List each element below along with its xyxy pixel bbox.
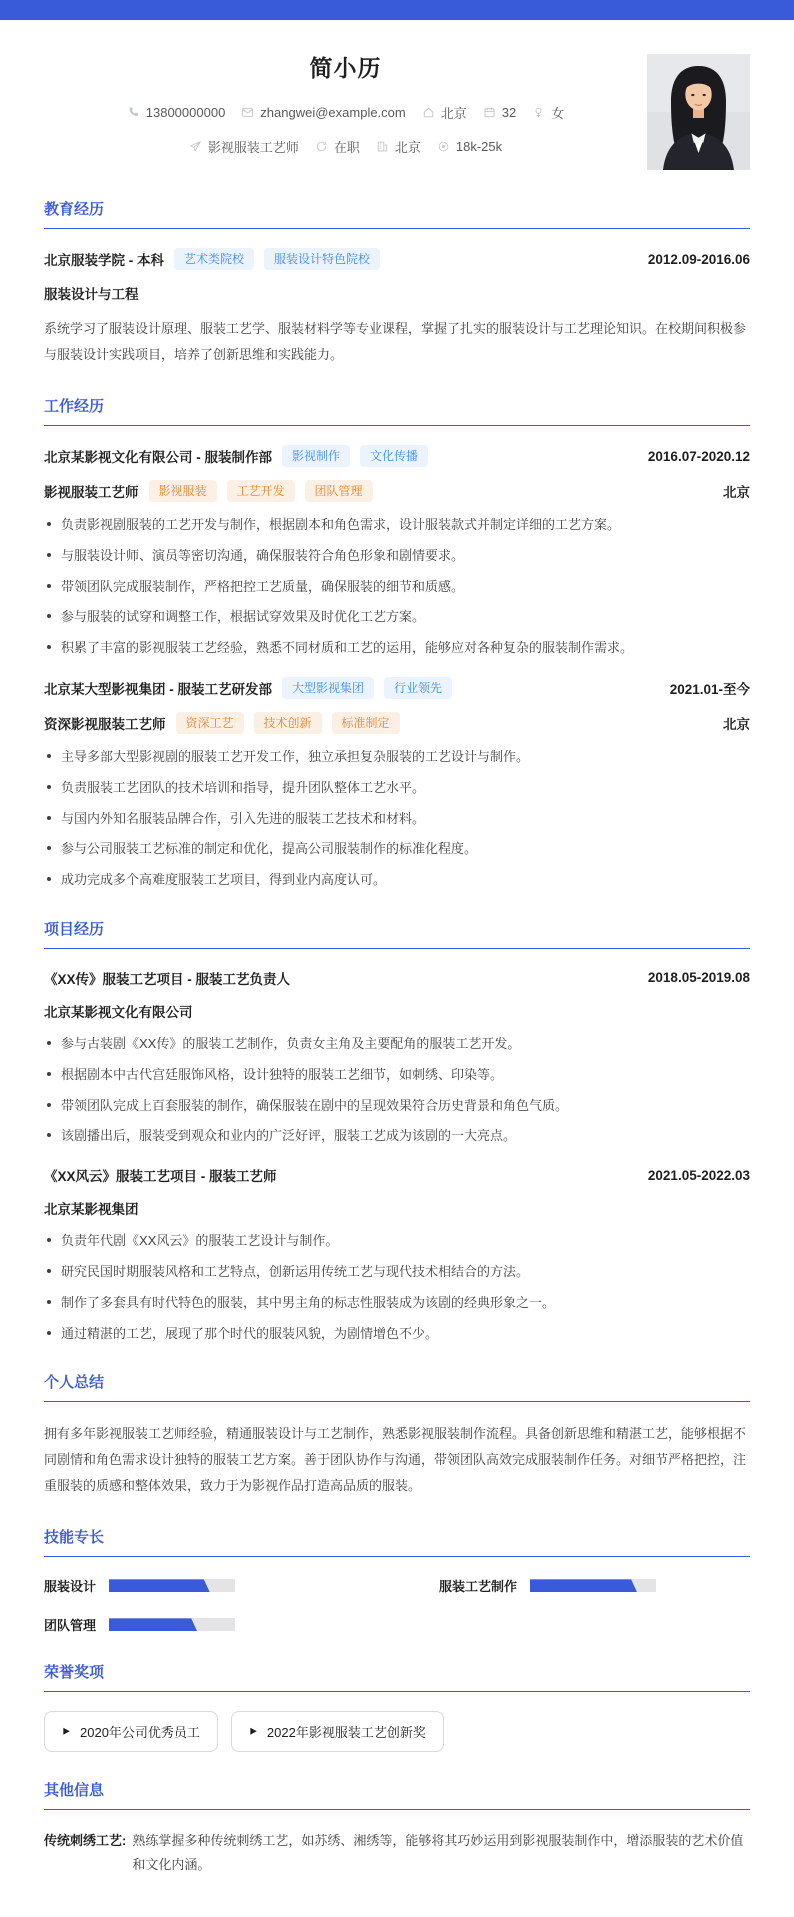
salary-icon	[437, 140, 450, 153]
work-bullet: 带领团队完成服装制作，严格把控工艺质量，确保服装的细节和质感。	[44, 577, 750, 598]
profile-photo	[647, 54, 750, 170]
age-icon	[483, 106, 496, 119]
project-bullet: 负责年代剧《XX风云》的服装工艺设计与制作。	[44, 1231, 750, 1252]
education-major: 服装设计与工程	[44, 287, 139, 302]
education-tag: 艺术类院校	[174, 248, 254, 270]
status-icon	[315, 140, 328, 153]
work-role: 影视服装工艺师	[44, 485, 139, 500]
work-entry	[44, 677, 750, 891]
work-bullet-list	[44, 515, 750, 659]
skill-name: 服装设计	[44, 1579, 97, 1595]
contact-salary	[437, 139, 502, 154]
skill-bar-fill	[109, 1618, 197, 1631]
section-title-work: 工作经历	[44, 395, 750, 426]
skill-bar-fill	[109, 1579, 210, 1592]
contact-job-intention-value: 影视服装工艺师	[207, 140, 299, 155]
project-date: 2021.05-2022.03	[647, 1167, 750, 1183]
project-name: 《XX传》服装工艺项目 - 服装工艺负责人	[44, 971, 291, 987]
skill-name: 服装工艺制作	[439, 1579, 518, 1595]
work-role-tag: 团队管理	[305, 480, 373, 502]
section-summary	[0, 1371, 794, 1499]
project-entry	[44, 968, 750, 1147]
mail-icon	[241, 106, 254, 119]
project-bullet: 制作了多套具有时代特色的服装，其中男主角的标志性服装成为该剧的经典形象之一。	[44, 1293, 750, 1314]
contact-city	[422, 103, 467, 122]
work-bullet: 负责服装工艺团队的技术培训和指导，提升团队整体工艺水平。	[44, 778, 750, 799]
skill-name: 团队管理	[44, 1618, 97, 1634]
contact-status-value: 在职	[333, 140, 360, 155]
project-company: 北京某影视文化有限公司	[44, 1004, 193, 1020]
project-bullet: 该剧播出后，服装受到观众和业内的广泛好评，服装工艺成为该剧的一大亮点。	[44, 1126, 750, 1147]
skill-item	[44, 1576, 355, 1595]
contact-age-value: 32	[501, 105, 517, 120]
project-entry	[44, 1165, 750, 1344]
work-location: 北京	[723, 716, 750, 732]
work-company: 北京某大型影视集团 - 服装工艺研发部	[44, 681, 272, 697]
contact-city-value: 北京	[440, 106, 467, 121]
section-work	[0, 395, 794, 891]
other-info-row	[44, 1829, 750, 1877]
skill-item	[44, 1615, 355, 1634]
section-other	[0, 1779, 794, 1917]
work-bullet: 与服装设计师、演员等密切沟通，确保服装符合角色形象和剧情要求。	[44, 546, 750, 567]
honor-label: 2020年公司优秀员工	[80, 1725, 200, 1741]
work-bullet: 参与公司服装工艺标准的制定和优化，提高公司服装制作的标准化程度。	[44, 839, 750, 860]
skill-bar-fill	[530, 1579, 637, 1592]
contact-age	[483, 105, 516, 120]
home-icon	[422, 106, 435, 119]
project-bullet: 根据剧本中古代宫廷服饰风格，设计独特的服装工艺细节，如刺绣、印染等。	[44, 1065, 750, 1086]
work-entry	[44, 445, 750, 659]
work-bullet: 积累了丰富的影视服装工艺经验，熟悉不同材质和工艺的运用，能够应对各种复杂的服装制作需求。	[44, 638, 750, 659]
contact-row-1	[44, 103, 647, 122]
contact-phone	[127, 105, 226, 120]
contact-phone-value: 13800000000	[145, 105, 226, 120]
section-projects	[0, 918, 794, 1344]
contact-gender-value: 女	[551, 106, 565, 121]
play-icon	[62, 1727, 71, 1736]
gender-icon	[532, 106, 545, 119]
section-title-summary: 个人总结	[44, 1371, 750, 1402]
section-honors	[0, 1661, 794, 1752]
work-role: 资深影视服装工艺师	[44, 716, 166, 732]
project-bullet-list	[44, 1034, 750, 1147]
other-info-label: 传统刺绣工艺:	[44, 1833, 127, 1849]
work-bullet: 与国内外知名服装品牌合作，引入先进的服装工艺技术和材料。	[44, 809, 750, 830]
work-role-tag: 资深工艺	[176, 712, 244, 734]
work-company-tag: 影视制作	[282, 445, 350, 467]
resume-header	[0, 20, 794, 171]
work-role-tag: 影视服装	[149, 480, 217, 502]
contact-target-city-value: 北京	[394, 140, 421, 155]
honor-label: 2022年影视服装工艺创新奖	[266, 1725, 426, 1741]
section-title-skills: 技能专长	[44, 1526, 750, 1557]
work-location: 北京	[723, 485, 750, 500]
project-bullet-list	[44, 1231, 750, 1344]
contact-row-2	[44, 137, 647, 156]
work-role-tag: 标准制定	[332, 712, 400, 734]
section-title-honors: 荣誉奖项	[44, 1661, 750, 1692]
work-role-tag: 技术创新	[254, 712, 322, 734]
skill-item	[439, 1576, 750, 1595]
profile-photo-image	[647, 54, 750, 170]
project-bullet: 研究民国时期服装风格和工艺特点，创新运用传统工艺与现代技术相结合的方法。	[44, 1262, 750, 1283]
work-role-tag: 工艺开发	[227, 480, 295, 502]
project-bullet: 通过精湛的工艺，展现了那个时代的服装风貌，为剧情增色不少。	[44, 1324, 750, 1345]
honor-item-button[interactable]	[44, 1711, 218, 1752]
contact-status	[315, 137, 360, 156]
contact-target-city	[376, 137, 421, 156]
section-title-education: 教育经历	[44, 198, 750, 229]
work-date: 2021.01-至今	[669, 681, 750, 697]
section-education	[0, 198, 794, 368]
work-bullet: 负责影视剧服装的工艺开发与制作，根据剧本和角色需求，设计服装款式并制定详细的工艺方案。	[44, 515, 750, 536]
play-icon	[249, 1727, 258, 1736]
work-date: 2016.07-2020.12	[647, 448, 750, 464]
education-date: 2012.09-2016.06	[647, 251, 750, 267]
top-accent-bar	[0, 0, 794, 20]
honor-list	[44, 1711, 750, 1752]
candidate-name: 简小历	[309, 55, 382, 81]
contact-email-value: zhangwei@example.com	[260, 105, 406, 120]
work-bullet: 成功完成多个高难度服装工艺项目，得到业内高度认可。	[44, 870, 750, 891]
contact-salary-value: 18k-25k	[455, 139, 503, 154]
skill-bar	[109, 1618, 235, 1631]
work-company-tag: 文化传播	[360, 445, 428, 467]
work-bullet: 主导多部大型影视剧的服装工艺开发工作，独立承担复杂服装的工艺设计与制作。	[44, 747, 750, 768]
work-company-tag: 行业领先	[384, 677, 452, 699]
section-skills	[0, 1526, 794, 1634]
work-company: 北京某影视文化有限公司 - 服装制作部	[44, 450, 272, 465]
project-date: 2018.05-2019.08	[647, 970, 750, 986]
city-icon	[376, 140, 389, 153]
education-school: 北京服装学院 - 本科	[44, 253, 164, 268]
education-entry	[44, 248, 750, 368]
work-bullet-list	[44, 747, 750, 891]
honor-item-button[interactable]	[231, 1711, 444, 1752]
other-info-text: 熟练掌握多种传统刺绣工艺，如苏绣、湘绣等，能够将其巧妙运用到影视服装制作中，增添服装的艺术价值和文化内涵。	[132, 1833, 744, 1873]
contact-gender	[532, 103, 564, 122]
skill-bar	[109, 1579, 235, 1592]
project-company: 北京某影视集团	[44, 1202, 139, 1218]
education-tag: 服装设计特色院校	[264, 248, 380, 270]
skills-grid	[44, 1576, 750, 1634]
section-title-other: 其他信息	[44, 1779, 750, 1810]
job-intention-icon	[189, 140, 202, 153]
project-bullet: 带领团队完成上百套服装的制作，确保服装在剧中的呈现效果符合历史背景和角色气质。	[44, 1096, 750, 1117]
section-title-projects: 项目经历	[44, 918, 750, 949]
contact-email	[241, 105, 405, 120]
project-name: 《XX风云》服装工艺项目 - 服装工艺师	[44, 1169, 277, 1185]
education-description: 系统学习了服装设计原理、服装工艺学、服装材料学等专业课程，掌握了扎实的服装设计与工艺理论知识。在校期间积极参与服装设计实践项目，培养了创新思维和实践能力。	[44, 321, 747, 362]
phone-icon	[127, 106, 140, 119]
work-company-tag: 大型影视集团	[282, 677, 374, 699]
header-info	[44, 42, 647, 171]
contact-job-intention	[189, 137, 299, 156]
summary-text: 拥有多年影视服装工艺师经验，精通服装设计与工艺制作，熟悉影视服装制作流程。具备创新思维和精湛工艺，能够根据不同剧情和角色需求设计独特的服装工艺方案。善于团队协作与沟通，带领团队高效完成服装制作任务。对细节严格把控，注重服装的质感和整体效果，致力于为影视作品打造高品质的服装。	[44, 1426, 747, 1494]
work-bullet: 参与服装的试穿和调整工作，根据试穿效果及时优化工艺方案。	[44, 607, 750, 628]
project-bullet: 参与古装剧《XX传》的服装工艺制作，负责女主角及主要配角的服装工艺开发。	[44, 1034, 750, 1055]
skill-bar	[530, 1579, 656, 1592]
